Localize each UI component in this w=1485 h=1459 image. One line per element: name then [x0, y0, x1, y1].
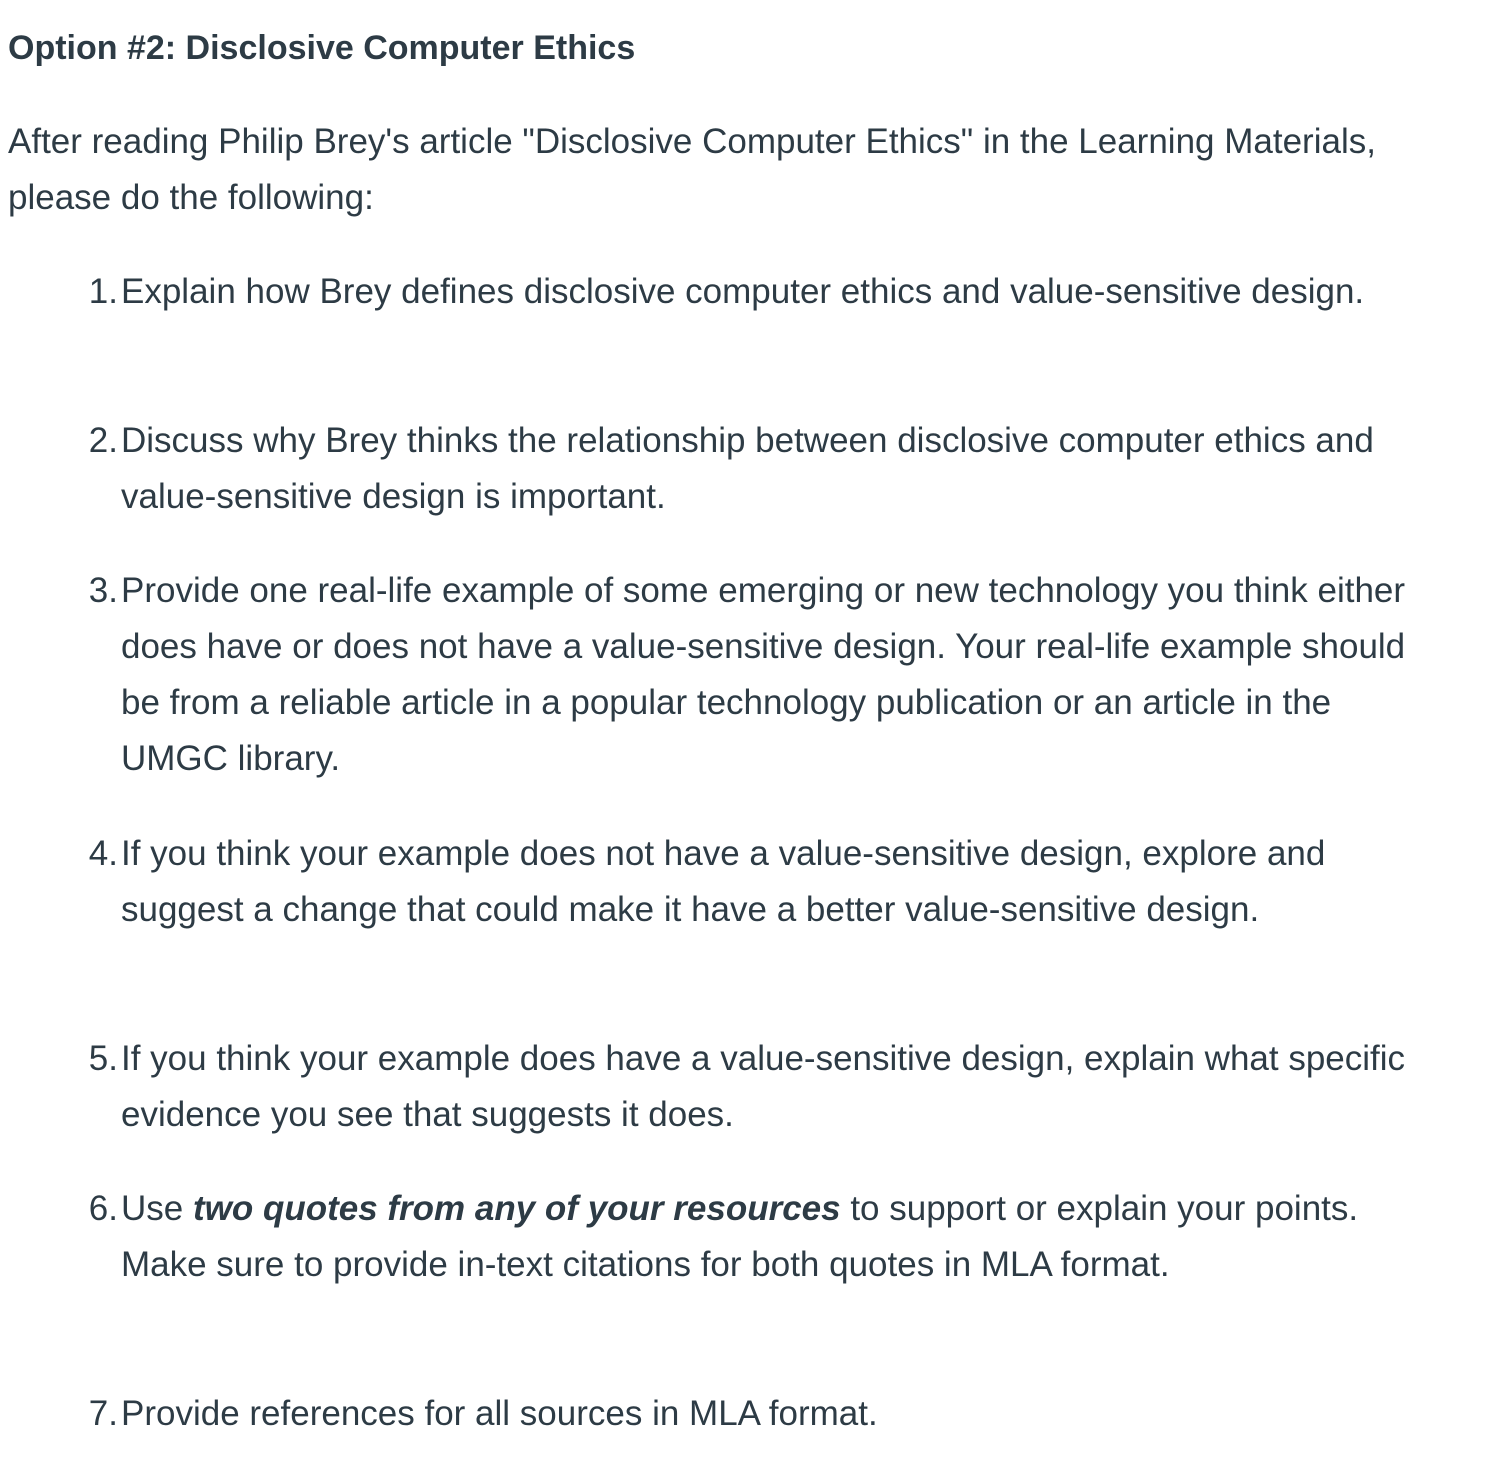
page-title: Option #2: Disclosive Computer Ethics — [8, 29, 636, 67]
list-item-number: 7. — [88, 1394, 118, 1433]
list-item-text-after: to support or explain your points. Make sure to provide in-text citations for both quotes in MLA format. — [121, 1189, 1359, 1284]
list-item — [88, 1386, 878, 1442]
list-item — [88, 563, 1411, 787]
list-item-text: If you think your example does not have a value-sensitive design, explore and suggest a change that could make it have a better value-sensitive design. — [121, 834, 1326, 929]
list-item-number: 3. — [88, 571, 118, 610]
list-item — [88, 1031, 1411, 1143]
intro-paragraph: After reading Philip Brey's article "Disclosive Computer Ethics" in the Learning Materials, please do the following: — [8, 122, 1376, 217]
list-item — [88, 1181, 1411, 1293]
list-item-text: Provide references for all sources in MLA format. — [121, 1394, 878, 1433]
list-item-number: 6. — [88, 1189, 118, 1228]
emphasized-text: two quotes from any of your resources — [192, 1189, 841, 1228]
list-item — [88, 264, 1365, 320]
list-item-text: Explain how Brey defines disclosive computer ethics and value-sensitive design. — [121, 272, 1365, 311]
list-item-text: If you think your example does have a value-sensitive design, explain what specific evidence you see that suggests it does. — [121, 1039, 1406, 1134]
list-item-number: 5. — [88, 1039, 118, 1078]
list-item-number: 2. — [88, 421, 118, 460]
list-item-text: Provide one real-life example of some emerging or new technology you think either does have or does not have a value-sensitive design. Your real-life example should be from a reliable article in a popular technology publication or an article in the UMGC library. — [121, 571, 1406, 778]
list-item-number: 4. — [88, 834, 118, 873]
list-item-text: Discuss why Brey thinks the relationship between disclosive computer ethics and value-sensitive design is important. — [121, 421, 1374, 516]
list-item-text-before: Use — [121, 1189, 193, 1228]
list-item-number: 1. — [88, 272, 118, 311]
list-item — [88, 826, 1411, 938]
list-item — [88, 413, 1411, 525]
